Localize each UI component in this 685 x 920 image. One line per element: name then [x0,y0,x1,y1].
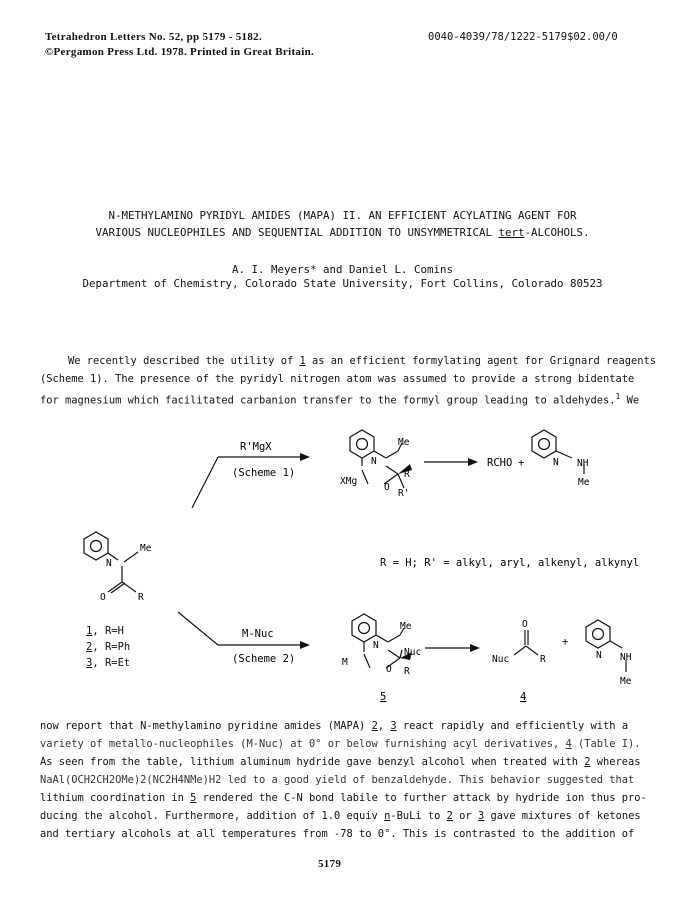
atom-r-2: R [138,592,144,603]
title-line-1: N-METHYLAMINO PYRIDYL AMIDES (MAPA) II. AN EFFICIENT ACYLATING AGENT FOR [108,209,577,222]
atom-o: O [384,482,390,493]
atom-n-4: N [373,640,379,651]
atom-me-2: Me [578,477,590,488]
title-line-2: VARIOUS NUCLEOPHILES AND SEQUENTIAL ADDITION TO UNSYMMETRICAL tert-ALCOHOLS. [95,226,590,239]
reagent-grignard: R'MgX [240,441,272,453]
atom-r-prime: R' [398,488,410,499]
affiliation: Department of Chemistry, Colorado State University, Fort Collins, Colorado 80523 [82,277,603,290]
body-line-7: and tertiary alcohols at all temperatures from -78 to 0°. This is contrasted to the addition of [40,828,635,840]
atom-xmg: XMg [340,476,358,487]
atom-nuc-2: Nuc [492,654,510,665]
atom-me-5: Me [620,676,632,687]
body-line-4: NaAl(OCH2CH2OMe)2(NC2H4NMe)H2 led to a good yield of benzaldehyde. This behavior suggested that [40,774,635,786]
body-line-2: variety of metallo-nucleophiles (M-Nuc) at 0° or below furnishing acyl derivatives, 4 (Table I). [40,738,641,750]
body-line-1: now report that N-methylamino pyridine amides (MAPA) 2, 3 react rapidly and efficiently with a [40,720,629,732]
page-number: 5179 [318,858,342,870]
atom-r-3: R [404,666,410,677]
atom-o-2: O [100,592,106,603]
atom-me-4: Me [400,621,412,632]
product-rcho: RCHO [487,457,513,469]
atom-n-2: N [553,457,559,468]
atom-n: N [371,456,377,467]
scheme-1-label: (Scheme 1) [232,467,296,479]
atom-nh-2: NH [620,652,632,663]
atom-m: M [342,657,348,668]
compound-5-label: 5 [380,691,387,703]
atom-n-3: N [106,558,112,569]
atom-r: R [404,469,410,480]
plus-sign-top: + [518,457,525,469]
atom-n-5: N [596,650,602,661]
r-definition: R = H; R' = alkyl, aryl, alkenyl, alkynyl [380,557,640,569]
atom-nh: NH [577,458,589,469]
body-line-5: lithium coordination in 5 rendered the C-N bond labile to further attack by hydride ion thus pro- [40,792,647,804]
atom-o-4: O [522,619,528,630]
body-line-3: As seen from the table, lithium aluminum hydride gave benzyl alcohol when treated with 2 whereas [40,756,641,768]
plus-sign-bottom: + [562,636,569,648]
intro-line-1: We recently described the utility of 1 as an efficient formylating agent for Grignard reagents [68,355,657,367]
atom-me: Me [398,437,410,448]
body-line-6: ducing the alcohol. Furthermore, addition of 1.0 equiv n-BuLi to 2 or 3 gave mixtures of ketones [40,810,641,822]
intro-line-2: (Scheme 1). The presence of the pyridyl nitrogen atom was assumed to provide a strong bidentate [40,373,635,385]
reagent-m-nuc: M-Nuc [242,628,274,640]
compound-1-label: 1, R=H [86,625,124,637]
intro-line-3: for magnesium which facilitated carbanion transfer to the formyl group leading to aldehydes.$^1$ We [40,392,640,407]
atom-me-3: Me [140,543,152,554]
publisher-line: ©Pergamon Press Ltd. 1978. Printed in Great Britain. [45,46,315,58]
compound-3-label: 3, R=Et [86,657,131,669]
atom-r-4: R [540,654,546,665]
scheme-2-label: (Scheme 2) [232,653,296,665]
journal-line: Tetrahedron Letters No. 52, pp 5179 - 5182. [45,31,263,43]
compound-4-label: 4 [520,691,527,703]
article-code: 0040-4039/78/1222-5179$02.00/0 [428,31,618,43]
atom-o-3: O [386,664,392,675]
authors: A. I. Meyers* and Daniel L. Comins [231,263,453,276]
compound-2-label: 2, R=Ph [86,641,131,653]
atom-nuc: Nuc [404,647,422,658]
